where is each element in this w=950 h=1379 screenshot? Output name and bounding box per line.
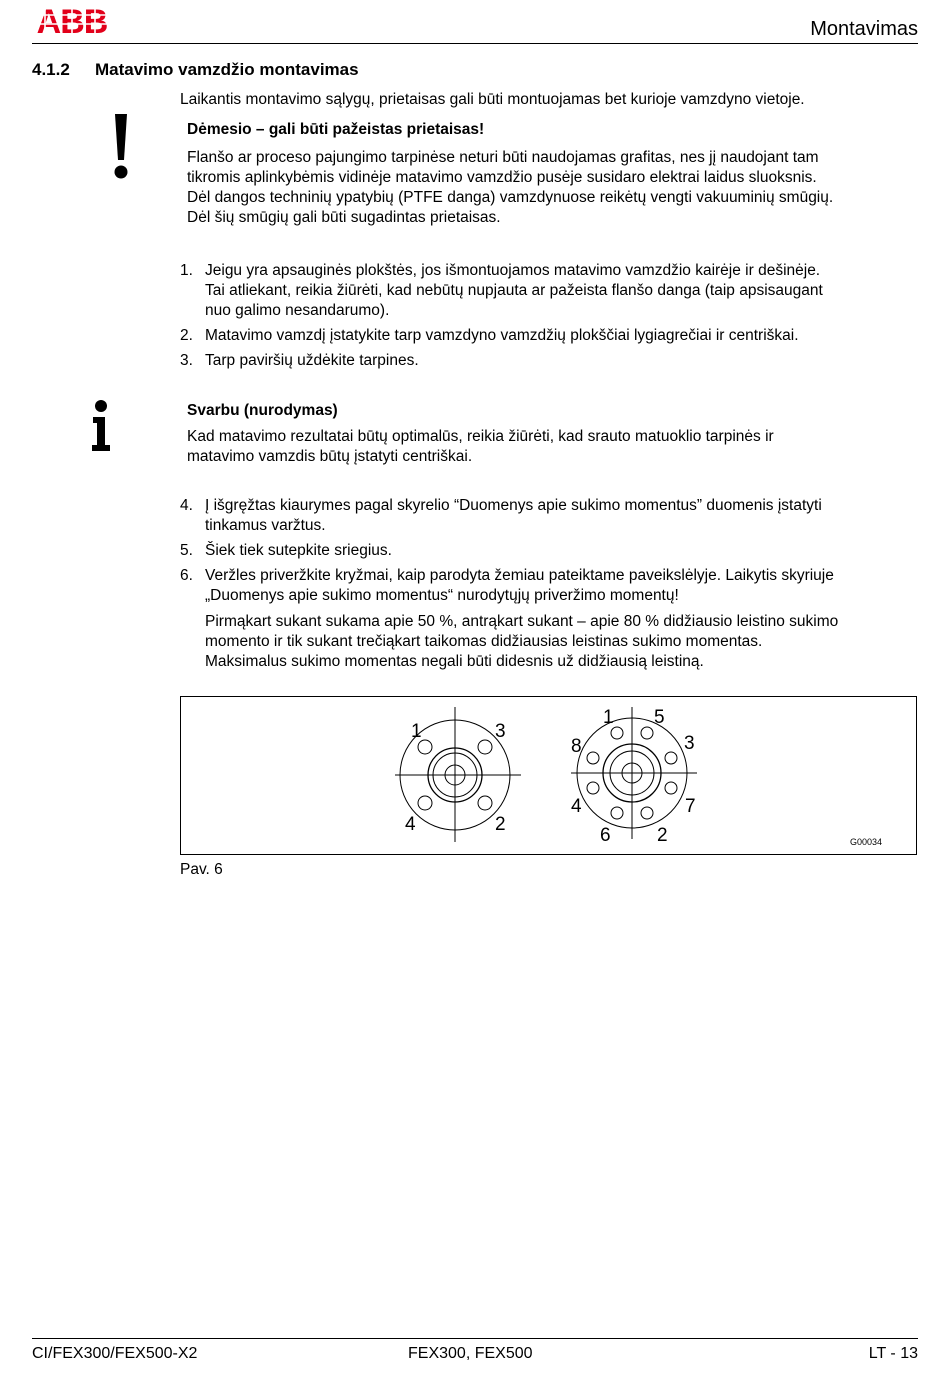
footer-divider bbox=[32, 1338, 918, 1339]
step-number: 1. bbox=[180, 262, 193, 279]
warning-block bbox=[187, 120, 917, 228]
step-number: 2. bbox=[180, 327, 193, 344]
header-title: Montavimas bbox=[810, 18, 918, 40]
info-block bbox=[187, 401, 917, 467]
bolt-label: 6 bbox=[600, 825, 611, 846]
warning-line: Dėl šių smūgių gali būti sugadintas prietaisas. bbox=[187, 209, 501, 226]
figure-caption: Pav. 6 bbox=[180, 861, 223, 878]
info-line: matavimo vamzdis būtų įstatyti centriškai. bbox=[187, 448, 473, 465]
step-number: 6. bbox=[180, 567, 193, 584]
intro-paragraph: Laikantis montavimo sąlygų, prietaisas gali būti montuojamas bet kurioje vamzdyno vietoje. bbox=[180, 91, 805, 108]
step-line: Į išgręžtas kiaurymes pagal skyrelio “Duomenys apie sukimo momentus” duomenis įstatyti bbox=[205, 497, 822, 514]
section-title: Matavimo vamzdžio montavimas bbox=[95, 60, 359, 79]
step-line: Tarp paviršių uždėkite tarpines. bbox=[205, 352, 419, 369]
step-number: 5. bbox=[180, 542, 193, 559]
info-title: Svarbu (nurodymas) bbox=[187, 402, 338, 419]
warning-line: Dėl dangos techninių ypatybių (PTFE danga) vamzdynuose reikėtų vengti vakuuminių smūgių. bbox=[187, 189, 834, 206]
step-note bbox=[205, 612, 920, 672]
warning-line: tikromis aplinkybėmis vidinėje matavimo vamzdžio pusėje susidaro elektrai laidus sluoksnis. bbox=[187, 169, 817, 186]
bolt-tightening-figure bbox=[180, 696, 917, 855]
list-item bbox=[180, 541, 920, 561]
step-number: 3. bbox=[180, 352, 193, 369]
step-note-line: momento ir tik sukant trečiąkart taikomas didžiausias leistinas sukimo momentas. bbox=[205, 633, 763, 650]
bolt-label: 3 bbox=[684, 733, 695, 754]
footer-document-id: CI/FEX300/FEX500-X2 bbox=[32, 1345, 198, 1362]
bolt-label: 1 bbox=[411, 721, 422, 742]
step-number: 4. bbox=[180, 497, 193, 514]
step-line: „Duomenys apie sukimo momentus“ nurodytųjų priveržimo momentų! bbox=[205, 587, 679, 604]
header-divider bbox=[32, 43, 918, 44]
list-item bbox=[180, 261, 920, 321]
bolt-label: 7 bbox=[685, 796, 696, 817]
steps-list-2 bbox=[180, 496, 920, 677]
step-line: Šiek tiek sutepkite sriegius. bbox=[205, 542, 392, 559]
bolt-label: 3 bbox=[495, 721, 506, 742]
step-line: tinkamus varžtus. bbox=[205, 517, 326, 534]
svg-text:ABB: ABB bbox=[36, 4, 108, 37]
step-note-line: Pirmąkart sukant sukama apie 50 %, antrąkart sukant – apie 80 % didžiausio leistino sukimo bbox=[205, 613, 839, 630]
bolt-label: 2 bbox=[495, 814, 506, 835]
step-note-line: Maksimalus sukimo momentas negali būti didesnis už didžiausią leistiną. bbox=[205, 653, 704, 670]
exclamation-icon bbox=[113, 114, 129, 180]
flange-diagram bbox=[181, 697, 916, 854]
list-item bbox=[180, 496, 920, 536]
bolt-label: 4 bbox=[405, 814, 416, 835]
bolt-label: 8 bbox=[571, 736, 582, 757]
footer-page-number: LT - 13 bbox=[868, 1345, 918, 1362]
step-line: Veržles priveržkite kryžmai, kaip parodyta žemiau pateiktame paveikslėlyje. Laikytis skyriuje bbox=[205, 567, 834, 584]
info-line: Kad matavimo rezultatai būtų optimalūs, reikia žiūrėti, kad srauto matuoklio tarpinės ir bbox=[187, 428, 774, 445]
step-line: nuo galimo nesandarumo). bbox=[205, 302, 390, 319]
bolt-label: 4 bbox=[571, 796, 582, 817]
list-item bbox=[180, 326, 920, 346]
step-line: Jeigu yra apsauginės plokštės, jos išmontuojamos matavimo vamzdžio kairėje ir dešinėje. bbox=[205, 262, 821, 279]
step-line: Matavimo vamzdį įstatykite tarp vamzdyno vamzdžių plokščiai lygiagrečiai ir centriškai. bbox=[205, 327, 799, 344]
warning-title: Dėmesio – gali būti pažeistas prietaisas! bbox=[187, 121, 485, 138]
bolt-label: 2 bbox=[657, 825, 668, 846]
warning-line: Flanšo ar proceso pajungimo tarpinėse neturi būti naudojamas grafitas, nes jį naudojant tam bbox=[187, 149, 819, 166]
section-number: 4.1.2 bbox=[32, 60, 70, 79]
figure-code: G00034 bbox=[849, 837, 882, 847]
bolt-label: 5 bbox=[654, 707, 665, 728]
flange-8-bolt bbox=[571, 707, 697, 839]
info-icon bbox=[90, 400, 112, 452]
step-line: Tai atliekant, reikia žiūrėti, kad nebūtų nupjauta ar pažeista flanšo danga (taip apsisaugant bbox=[205, 282, 823, 299]
list-item bbox=[180, 566, 920, 672]
steps-list-1 bbox=[180, 261, 920, 376]
bolt-label: 1 bbox=[603, 707, 614, 728]
list-item bbox=[180, 351, 920, 371]
abb-logo bbox=[32, 4, 112, 37]
footer-product: FEX300, FEX500 bbox=[408, 1345, 533, 1362]
